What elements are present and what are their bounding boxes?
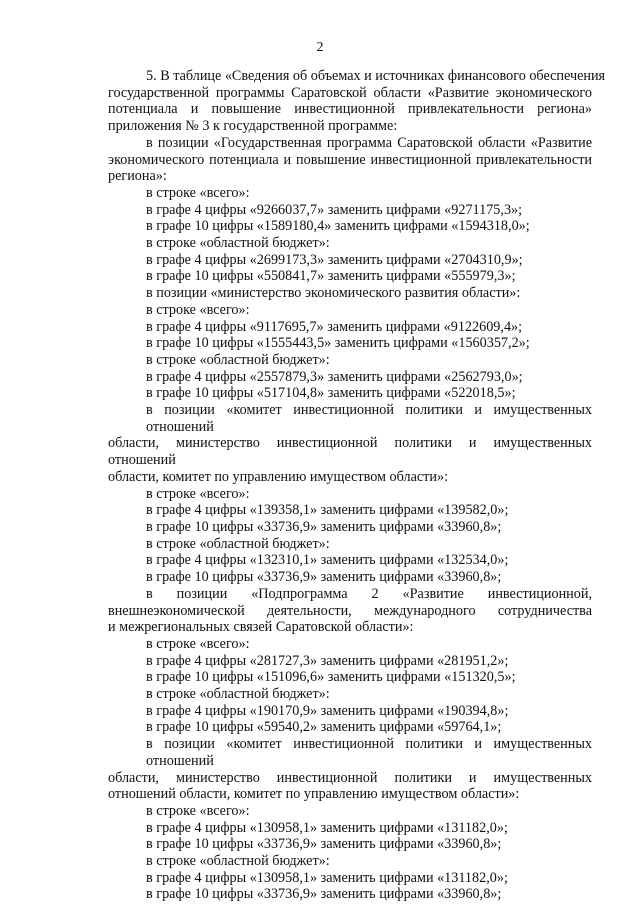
text-line: в строке «областной бюджет»: [146, 853, 330, 870]
text-line: в строке «всего»: [146, 184, 250, 201]
text-line: в позиции «Государственная программа Саратовской области «Развитие [146, 134, 592, 151]
text-line: в строке «областной бюджет»: [146, 535, 330, 552]
text-line: в строке «всего»: [146, 802, 250, 819]
text-line: в графе 4 цифры «130958,1» заменить цифрами «131182,0»; [146, 819, 508, 836]
text-line: в графе 4 цифры «130958,1» заменить цифрами «131182,0»; [146, 869, 508, 886]
text-line: в строке «всего»: [146, 485, 250, 502]
text-line: региона»: [108, 168, 167, 185]
text-line: области, комитет по управлению имуществом области»: [108, 468, 449, 485]
text-line: области, министерство инвестиционной политики и имущественных [108, 769, 592, 786]
text-line: в строке «областной бюджет»: [146, 686, 330, 703]
text-line: в строке «областной бюджет»: [146, 235, 330, 252]
text-line: и межрегиональных связей Саратовской области»: [108, 619, 414, 636]
text-line: области, министерство инвестиционной политики и имущественных отношений [108, 435, 592, 469]
text-line: в графе 10 цифры «517104,8» заменить цифрами «522018,5»; [146, 385, 516, 402]
text-line: в графе 10 цифры «33736,9» заменить цифрами «33960,8»; [146, 836, 502, 853]
text-line: в графе 4 цифры «132310,1» заменить цифрами «132534,0»; [146, 552, 509, 569]
text-line: внешнеэкономической деятельности, международного сотрудничества [108, 602, 592, 619]
text-line: в графе 10 цифры «550841,7» заменить цифрами «555979,3»; [146, 268, 516, 285]
text-line: в графе 4 цифры «2699173,3» заменить цифрами «2704310,9»; [146, 251, 523, 268]
text-line: в графе 10 цифры «151096,6» заменить цифрами «151320,5»; [146, 669, 516, 686]
text-line: в графе 10 цифры «1555443,5» заменить цифрами «1560357,2»; [146, 335, 530, 352]
text-line: в графе 10 цифры «33736,9» заменить цифрами «33960,8»; [146, 886, 502, 903]
text-line: в позиции «министерство экономического развития области»: [146, 285, 521, 302]
text-line: в графе 4 цифры «139358,1» заменить цифрами «139582,0»; [146, 502, 509, 519]
text-line: отношений области, комитет по управлению имуществом области»: [108, 786, 520, 803]
text-line: в позиции «комитет инвестиционной политики и имущественных отношений [146, 736, 592, 769]
text-line: в позиции «Подпрограмма 2 «Развитие инвестиционной, [146, 585, 592, 602]
text-line: 5. В таблице «Сведения об объемах и источниках финансового обеспечения [146, 68, 606, 84]
text-line: в графе 10 цифры «1589180,4» заменить цифрами «1594318,0»; [146, 218, 530, 235]
text-line: в графе 10 цифры «59540,2» заменить цифрами «59764,1»; [146, 719, 502, 736]
text-line: в графе 4 цифры «2557879,3» заменить цифрами «2562793,0»; [146, 368, 523, 385]
text-line: в графе 4 цифры «9117695,7» заменить цифрами «9122609,4»; [146, 318, 523, 335]
text-line: в графе 4 цифры «9266037,7» заменить цифрами «9271175,3»; [146, 201, 523, 218]
text-line: в графе 4 цифры «281727,3» заменить цифрами «281951,2»; [146, 652, 509, 669]
text-line: в строке «областной бюджет»: [146, 351, 330, 368]
text-line: в строке «всего»: [146, 301, 250, 318]
text-line: в графе 4 цифры «190170,9» заменить цифрами «190394,8»; [146, 702, 509, 719]
text-line: в графе 10 цифры «33736,9» заменить цифрами «33960,8»; [146, 569, 502, 586]
text-line: экономического потенциала и повышение инвестиционной привлекательности [108, 151, 592, 168]
page-number: 2 [316, 40, 324, 55]
text-line: в графе 10 цифры «33736,9» заменить цифрами «33960,8»; [146, 518, 502, 535]
text-line: в позиции «комитет инвестиционной политики и имущественных отношений [146, 402, 592, 435]
text-line: в строке «всего»: [146, 635, 250, 652]
text-line: государственной программы Саратовской области «Развитие экономического [108, 84, 592, 101]
text-line: потенциала и повышение инвестиционной привлекательности региона» [108, 101, 592, 118]
document-body [108, 68, 606, 903]
text-line: приложения № 3 к государственной программе: [108, 118, 398, 135]
